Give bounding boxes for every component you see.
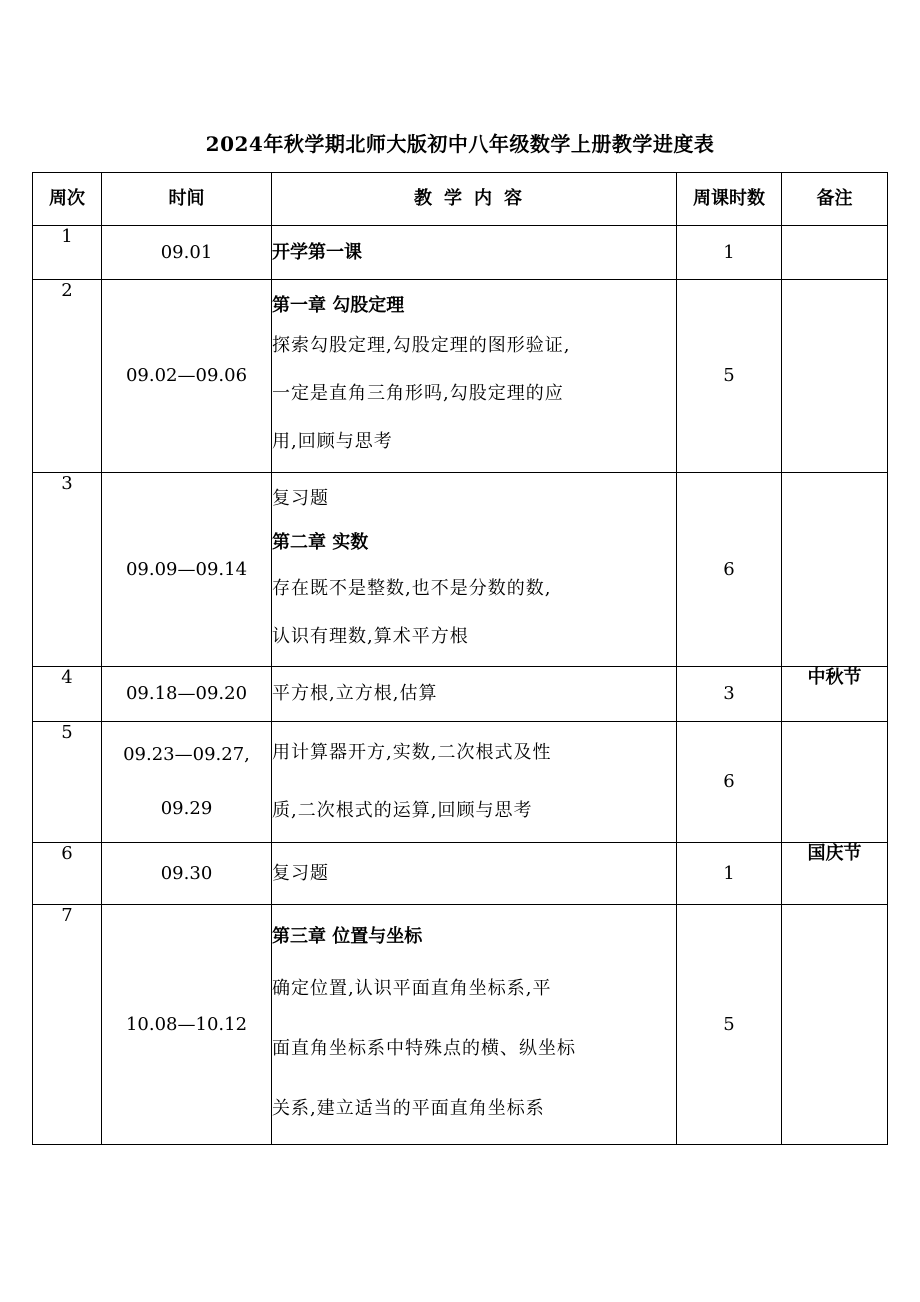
table-row [33,473,888,667]
date-cell: 09.30 [102,843,272,905]
content-line: 用,回顾与思考 [272,431,393,452]
content-line: 平方根,立方根,估算 [272,683,438,705]
content-line: 面直角坐标系中特殊点的横、纵坐标 [272,1038,576,1059]
table-row [33,280,888,473]
note-cell [782,280,888,473]
header-content: 教学内容 [272,173,677,226]
date-cell [102,722,272,843]
note-cell [782,722,888,843]
schedule-table [32,172,888,1145]
table-row [33,667,888,722]
content-cell [272,843,677,905]
content-cell [272,667,677,722]
week-cell: 7 [33,905,102,1145]
header-week: 周次 [33,173,102,226]
table-row [33,226,888,280]
content-line: 用计算器开方,实数,二次根式及性 [272,742,552,763]
table-row [33,843,888,905]
content-cell [272,905,677,1145]
hours-cell: 6 [677,473,782,667]
chapter-title: 第一章 勾股定理 [272,295,405,316]
note-cell [782,905,888,1145]
header-notes: 备注 [782,173,888,226]
date-cell: 09.01 [102,226,272,280]
hours-cell: 5 [677,905,782,1145]
content-line: 探索勾股定理,勾股定理的图形验证, [272,335,571,356]
content-line: 复习题 [272,862,329,884]
chapter-title: 第三章 位置与坐标 [272,926,423,947]
table-row [33,905,888,1145]
content-line: 关系,建立适当的平面直角坐标系 [272,1098,545,1119]
content-line: 一定是直角三角形吗,勾股定理的应 [272,383,564,404]
note-cell [782,226,888,280]
note-cell [782,473,888,667]
week-cell: 3 [33,473,102,667]
table-header-row [33,173,888,226]
content-line: 质,二次根式的运算,回顾与思考 [272,800,533,821]
chapter-title: 第二章 实数 [272,532,369,553]
chapter-title: 开学第一课 [272,241,362,263]
content-cell [272,280,677,473]
hours-cell: 1 [677,843,782,905]
header-time: 时间 [102,173,272,226]
content-line: 存在既不是整数,也不是分数的数, [272,578,552,599]
hours-cell: 5 [677,280,782,473]
week-cell: 1 [33,226,102,280]
content-line: 认识有理数,算术平方根 [272,626,469,647]
content-cell [272,226,677,280]
date-cell: 09.09—09.14 [102,473,272,667]
page-title: 2024年秋学期北师大版初中八年级数学上册教学进度表 [205,132,715,156]
content-line: 确定位置,认识平面直角坐标系,平 [272,978,552,999]
date-line: 09.23—09.27, [123,744,250,765]
hours-cell: 3 [677,667,782,722]
date-cell: 10.08—10.12 [102,905,272,1145]
table-row [33,722,888,843]
week-cell: 2 [33,280,102,473]
week-cell: 4 [33,667,102,722]
content-cell [272,722,677,843]
content-cell [272,473,677,667]
hours-cell: 1 [677,226,782,280]
date-cell: 09.18—09.20 [102,667,272,722]
note-cell: 中秋节 [782,667,888,722]
header-hours: 周课时数 [677,173,782,226]
week-cell: 6 [33,843,102,905]
content-line: 复习题 [272,488,329,509]
date-cell: 09.02—09.06 [102,280,272,473]
hours-cell: 6 [677,722,782,843]
week-cell: 5 [33,722,102,843]
date-line: 09.29 [160,798,213,819]
note-cell: 国庆节 [782,843,888,905]
